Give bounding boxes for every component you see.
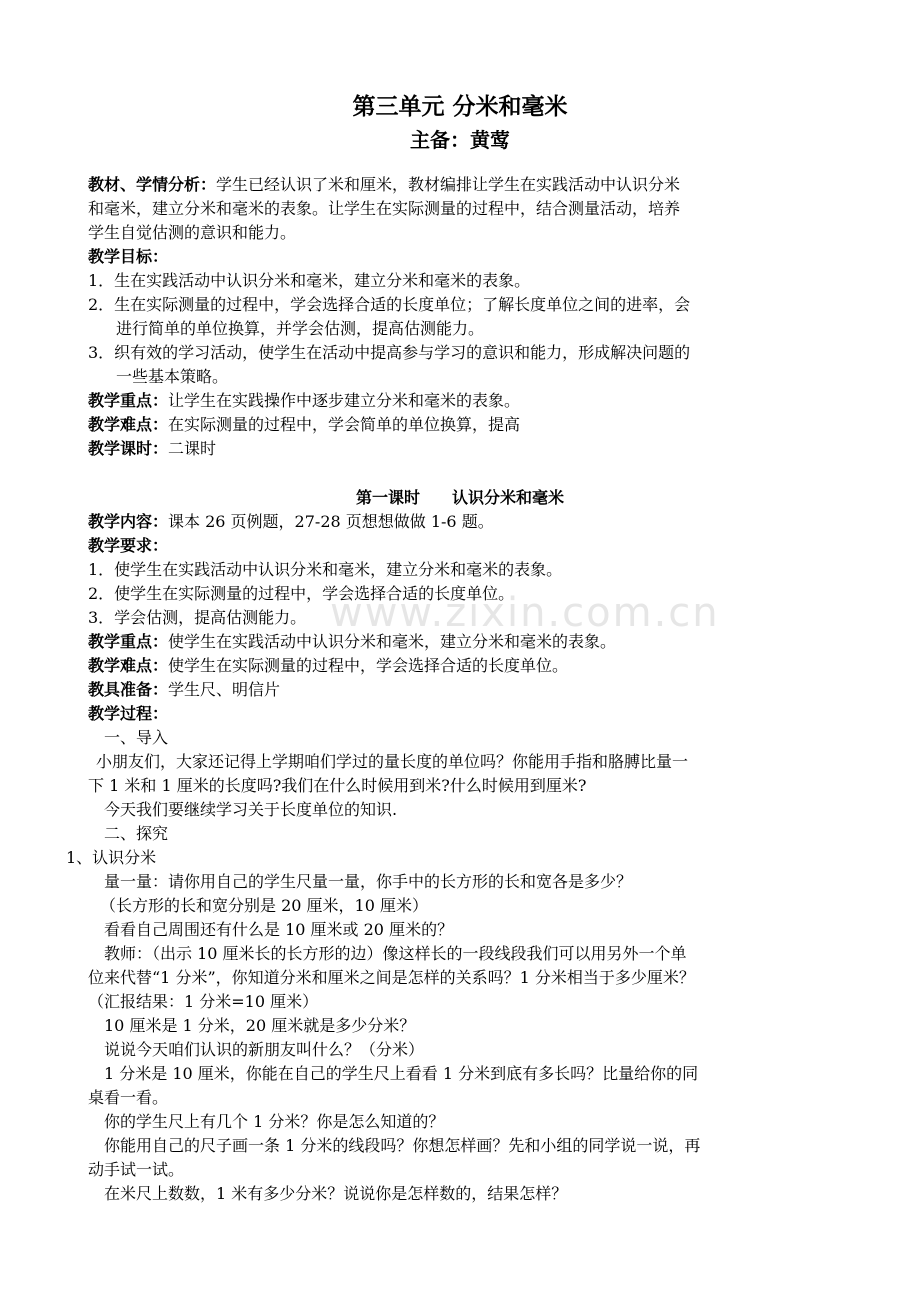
process-label: 教学过程： bbox=[88, 704, 169, 723]
prep-label: 教具准备： bbox=[88, 680, 169, 699]
analysis-line-3: 学生自觉估测的意识和能力。 bbox=[88, 223, 297, 242]
lesson-difficulty-line bbox=[88, 654, 788, 678]
para-3: （长方形的长和宽分别是 20 厘米，10 厘米） bbox=[100, 896, 428, 915]
analysis-text-1: 学生已经认识了米和厘米，教材编排让学生在实践活动中认识分米 bbox=[216, 175, 681, 194]
goal-3a: 3．织有效的学习活动，使学生在活动中提高参与学习的意识和能力，形成解决问题的 bbox=[88, 343, 691, 362]
section-explore: 二、探究 bbox=[104, 824, 169, 843]
analysis-line-1 bbox=[88, 173, 788, 197]
prep-line bbox=[88, 678, 788, 702]
lesson-heading: 第一课时 认识分米和毫米 bbox=[355, 488, 564, 507]
para-4: 看看自己周围还有什么是 10 厘米或 20 厘米的？ bbox=[104, 920, 454, 939]
hours-label: 教学课时： bbox=[88, 439, 169, 458]
difficulty-text: 在实际测量的过程中，学会简单的单位换算，提高 bbox=[168, 415, 521, 434]
lesson-content-line bbox=[88, 510, 788, 534]
para-9: 你的学生尺上有几个 1 分米？你是怎么知道的？ bbox=[104, 1112, 445, 1131]
requirement-1: 1．使学生在实践活动中认识分米和毫米，建立分米和毫米的表象。 bbox=[88, 560, 563, 579]
lesson-key-line bbox=[88, 630, 788, 654]
difficulty-label: 教学难点： bbox=[88, 415, 169, 434]
goal-3b: 一些基本策略。 bbox=[116, 367, 229, 386]
para-10b: 动手试一试。 bbox=[88, 1160, 185, 1179]
para-8a: 1 分米是 10 厘米，你能在自己的学生尺上看看 1 分米到底有多长吗？比量给你的同 bbox=[104, 1064, 699, 1083]
lesson-key-text: 使学生在实践活动中认识分米和毫米，建立分米和毫米的表象。 bbox=[168, 632, 617, 651]
lesson-key-label: 教学重点： bbox=[88, 632, 169, 651]
para-2: 量一量：请你用自己的学生尺量一量，你手中的长方形的长和宽各是多少？ bbox=[104, 872, 633, 891]
subsection-decimeter: 1、认识分米 bbox=[66, 848, 157, 867]
analysis-label: 教材、学情分析： bbox=[88, 175, 217, 194]
requirement-2: 2．使学生在实际测量的过程中，学会选择合适的长度单位。 bbox=[88, 584, 515, 603]
para-8b: 桌看一看。 bbox=[88, 1088, 169, 1107]
lesson-difficulty-text: 使学生在实际测量的过程中，学会选择合适的长度单位。 bbox=[168, 656, 569, 675]
goal-2a: 2．生在实际测量的过程中，学会选择合适的长度单位；了解长度单位之间的进率，会 bbox=[88, 295, 691, 314]
key-point-text: 让学生在实践操作中逐步建立分米和毫米的表象。 bbox=[168, 391, 521, 410]
section-intro: 一、导入 bbox=[104, 728, 169, 747]
para-5b: 位来代替“1 分米”，你知道分米和厘米之间是怎样的关系吗？1 分米相当于多少厘米？ bbox=[88, 968, 695, 987]
para-1c: 今天我们要继续学习关于长度单位的知识. bbox=[104, 800, 398, 819]
key-point-line bbox=[88, 389, 788, 413]
key-point-label: 教学重点： bbox=[88, 391, 169, 410]
lesson-difficulty-label: 教学难点： bbox=[88, 656, 169, 675]
hours-line bbox=[88, 437, 788, 461]
difficulty-line bbox=[88, 413, 788, 437]
goals-label: 教学目标： bbox=[88, 247, 169, 266]
requirements-label: 教学要求： bbox=[88, 536, 169, 555]
lesson-content-text: 课本 26 页例题，27-28 页想想做做 1-6 题。 bbox=[168, 512, 494, 531]
para-5a: 教师：（出示 10 厘米长的长方形的边）像这样长的一段线段我们可以用另外一个单 bbox=[104, 944, 687, 963]
para-10a: 你能用自己的尺子画一条 1 分米的线段吗？你想怎样画？先和小组的同学说一说，再 bbox=[104, 1136, 701, 1155]
analysis-line-2: 和毫米，建立分米和毫米的表象。让学生在实际测量的过程中，结合测量活动，培养 bbox=[88, 199, 681, 218]
para-7: 说说今天咱们认识的新朋友叫什么？（分米） bbox=[104, 1040, 425, 1059]
requirement-3: 3．学会估测，提高估测能力。 bbox=[88, 608, 307, 627]
page-subtitle: 主备：黄莺 bbox=[410, 128, 510, 152]
goal-1: 1．生在实践活动中认识分米和毫米，建立分米和毫米的表象。 bbox=[88, 271, 531, 290]
para-6: 10 厘米是 1 分米，20 厘米就是多少分米？ bbox=[104, 1016, 416, 1035]
watermark: www.zixin.com.cn bbox=[330, 590, 720, 636]
hours-text: 二课时 bbox=[168, 439, 217, 458]
para-11: 在米尺上数数，1 米有多少分米？说说你是怎样数的，结果怎样？ bbox=[104, 1184, 568, 1203]
para-5c: （汇报结果：1 分米=10 厘米） bbox=[88, 992, 319, 1011]
para-1b: 下 1 米和 1 厘米的长度吗?我们在什么时候用到米?什么时候用到厘米? bbox=[88, 776, 587, 795]
para-1a: 小朋友们，大家还记得上学期咱们学过的量长度的单位吗？你能用手指和胳膊比量一 bbox=[96, 752, 689, 771]
lesson-content-label: 教学内容： bbox=[88, 512, 169, 531]
page-title: 第三单元 分米和毫米 bbox=[352, 94, 568, 120]
prep-text: 学生尺、明信片 bbox=[168, 680, 281, 699]
goal-2b: 进行简单的单位换算，并学会估测，提高估测能力。 bbox=[116, 319, 485, 338]
